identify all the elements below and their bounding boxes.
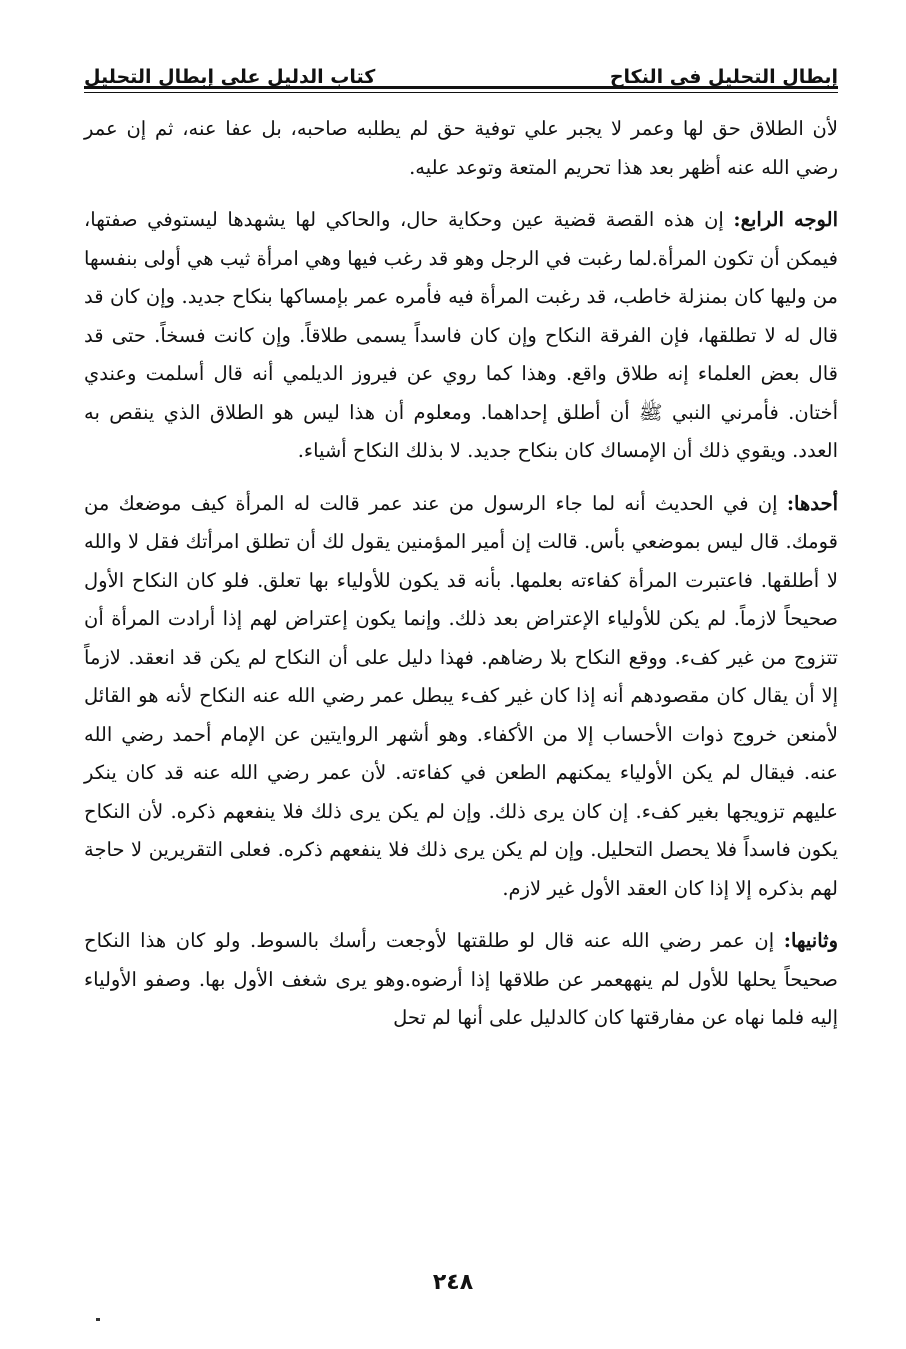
paragraph-text: لأن الطلاق حق لها وعمر لا يجبر علي توفية حق لم يطلبه صاحبه، بل عفا عنه، ثم إن عمر رضي الله عنه أظهر بعد هذا تحريم المتعة وتوعد عليه. — [84, 117, 838, 179]
scan-mark — [96, 1318, 100, 1321]
header-left-title: كتاب الدليل على إبطال التحليل — [84, 66, 376, 88]
paragraph-text: إن في الحديث أنه لما جاء الرسول من عند عمر قالت له المرأة كيف موضعك من قومك. قال ليس بموضعي بأس. قالت إن أمير المؤمنين يقول لك أن تطلق امرأتك فقل لا والله لا أطلقها. فاعتبرت المرأة كفاءته بعلمها. بأنه قد يكون للأولياء بها تعلق. فلو كان النكاح الأول صحيحاً لازماً. لم يكن للأولياء الإعتراض بعد ذلك. وإنما يكون إعتراض لهم إذا أرادت المرأة أن تتزوج من غير كفء. ووقع النكاح بلا رضاهم. فهذا دليل على أن النكاح لم يكن قد انعقد. لازماً إلا أن يقال كان مقصودهم أنه إذا كان غير كفء يبطل عمر رضي الله عنه النكاح لأنه هو القائل لأمنعن خروج ذوات الأحساب إلا من الأكفاء. وهو أشهر الروايتين عن الإمام أحمد رضي الله عنه. فيقال لم يكن الأولياء يمكنهم الطعن في كفاءته. لأن عمر رضي الله عنه قد كان ينكر عليهم تزويجها بغير كفء. إن كان يرى ذلك. وإن لم يكن يرى ذلك فلا ينفعهم ذكره. لأن النكاح يكون فاسداً فلا يحصل التحليل. وإن لم يكن يرى ذلك فلا ينفعهم ذكره. فعلى التقريرين لا حاجة لهم بذكره إلا إذا كان العقد الأول غير لازم. — [84, 491, 838, 900]
header-rule-thick — [84, 86, 838, 89]
paragraph-lead: أحدها: — [786, 491, 838, 515]
paragraph-lead: وثانيها: — [783, 929, 838, 952]
paragraph-lead: الوجه الرابع: — [733, 208, 838, 231]
paragraph-1 — [84, 110, 838, 187]
body-text — [84, 110, 838, 1052]
paragraph-2 — [84, 201, 838, 471]
running-header — [84, 50, 838, 88]
paragraph-4 — [84, 922, 838, 1038]
page-number: ٢٤٨ — [432, 1270, 474, 1295]
header-right-title: إبطال التحليل في النكاح — [609, 66, 838, 88]
paragraph-text: إن هذه القصة قضية عين وحكاية حال، والحاكي لها يشهدها ليستوفي صفتها، فيمكن أن تكون المرأة.لما رغبت في الرجل وهو قد رغب فيها وهي امرأة ثيب هي أولى بنفسها من وليها كان بمنزلة خاطب، قد رغبت المرأة فيه فأمره عمر بإمساكها بنكاح جديد. وإن كان قد قال له لا تطلقها، فإن الفرقة النكاح وإن كان فاسداً يسمى طلاقاً. وإن كانت فسخاً. حتى قد قال بعض العلماء إنه طلاق واقع. وهذا كما روي عن فيروز الديلمي أنه قال أسلمت وعندي أختان. فأمرني النبي ﷺ أن أطلق إحداهما. ومعلوم أن هذا ليس هو الطلاق الذي ينقص به العدد. ويقوي ذلك أن الإمساك كان بنكاح جديد. لا بذلك النكاح أشياء. — [84, 208, 838, 462]
paragraph-text: إن عمر رضي الله عنه قال لو طلقتها لأوجعت رأسك بالسوط. ولو كان هذا النكاح صحيحاً يحلها للأول لم ينههعمر عن طلاقها إذا أرضوه.وهو يرى شغف الأول بها. وصفو الأولياء إليه فلما نهاه عن مفارقتها كان كالدليل على أنها لم تحل — [84, 929, 838, 1029]
paragraph-3 — [84, 485, 838, 909]
header-rule-thin — [84, 92, 838, 93]
